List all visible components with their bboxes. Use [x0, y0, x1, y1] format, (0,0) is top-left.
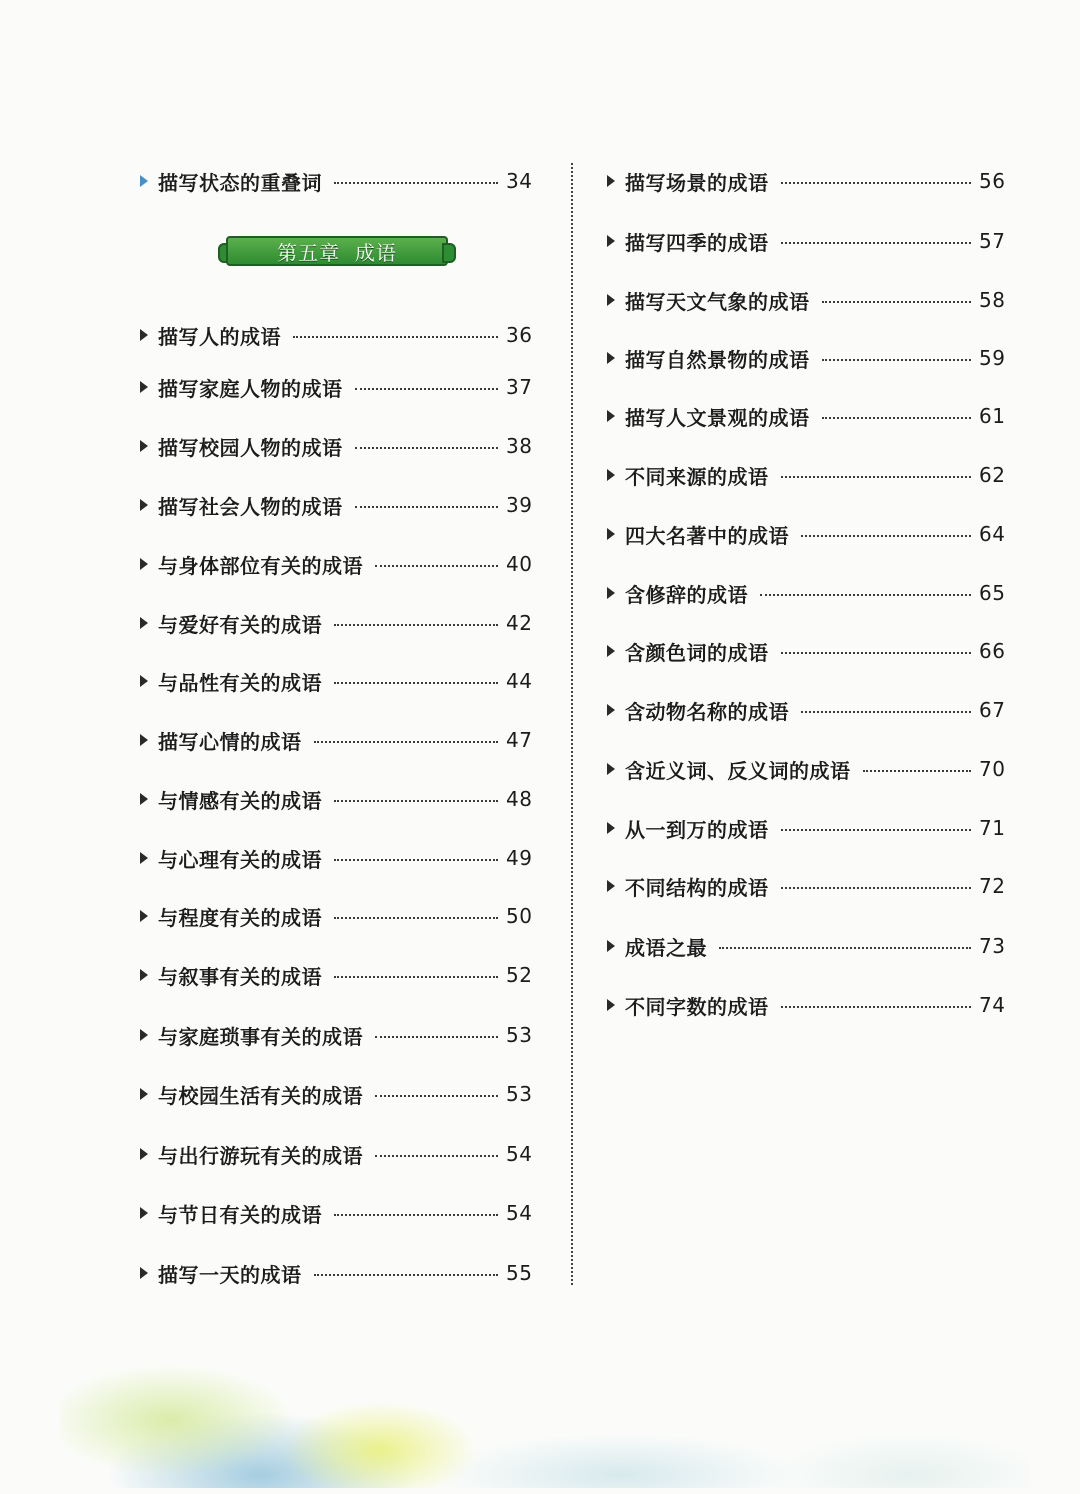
triangle-bullet-icon [140, 793, 148, 805]
dot-leader [314, 741, 499, 743]
page-number: 55 [506, 1261, 533, 1285]
entry-title: 描写社会人物的成语 [158, 494, 343, 519]
page-number: 62 [979, 463, 1006, 487]
toc-entry[interactable] [140, 1139, 532, 1169]
toc-entry[interactable] [607, 401, 1005, 431]
dot-leader [375, 1095, 498, 1097]
dot-leader [801, 711, 971, 713]
dot-leader [334, 800, 498, 802]
page-number: 59 [979, 346, 1006, 370]
entry-title: 描写一天的成语 [158, 1262, 302, 1287]
dot-leader [334, 976, 498, 978]
triangle-bullet-icon [140, 440, 148, 452]
dot-leader [334, 182, 498, 184]
toc-entry[interactable] [140, 1198, 532, 1228]
column-divider [571, 163, 573, 1285]
entry-title: 与家庭琐事有关的成语 [158, 1024, 363, 1049]
page-number: 73 [979, 934, 1006, 958]
dot-leader [375, 1036, 498, 1038]
entry-title: 成语之最 [625, 935, 707, 960]
toc-entry[interactable] [607, 990, 1005, 1020]
toc-entry[interactable] [607, 460, 1005, 490]
entry-title: 与情感有关的成语 [158, 788, 322, 813]
entry-title: 不同来源的成语 [625, 464, 769, 489]
triangle-bullet-icon [607, 704, 615, 716]
page-number: 39 [506, 493, 533, 517]
dot-leader [314, 1274, 499, 1276]
dot-leader [822, 301, 972, 303]
dot-leader [781, 182, 972, 184]
page-number: 42 [506, 611, 533, 635]
triangle-bullet-icon [607, 294, 615, 306]
triangle-bullet-icon [607, 645, 615, 657]
dot-leader [822, 417, 972, 419]
triangle-bullet-icon [607, 999, 615, 1011]
triangle-bullet-icon [607, 528, 615, 540]
page-number: 67 [979, 698, 1006, 722]
toc-entry[interactable] [607, 695, 1005, 725]
dot-leader [863, 770, 972, 772]
triangle-bullet-icon [140, 1267, 148, 1279]
entry-title: 与出行游玩有关的成语 [158, 1143, 363, 1168]
dot-leader [822, 359, 972, 361]
toc-entry[interactable] [607, 813, 1005, 843]
page-number: 34 [506, 169, 533, 193]
triangle-bullet-icon [607, 410, 615, 422]
page-number: 70 [979, 757, 1006, 781]
page-number: 74 [979, 993, 1006, 1017]
dot-leader [781, 887, 972, 889]
entry-title: 四大名著中的成语 [625, 523, 789, 548]
page-number: 53 [506, 1023, 533, 1047]
entry-title: 与程度有关的成语 [158, 905, 322, 930]
dot-leader [781, 1006, 972, 1008]
page-number: 61 [979, 404, 1006, 428]
page-number: 54 [506, 1201, 533, 1225]
entry-title: 含动物名称的成语 [625, 699, 789, 724]
toc-entry[interactable] [607, 343, 1005, 373]
triangle-bullet-icon [140, 329, 148, 341]
dot-leader [760, 594, 971, 596]
page-number: 53 [506, 1082, 533, 1106]
entry-title: 描写人的成语 [158, 324, 281, 349]
page-number: 44 [506, 669, 533, 693]
entry-title: 不同字数的成语 [625, 994, 769, 1019]
toc-entry[interactable] [140, 549, 532, 579]
triangle-bullet-icon [607, 822, 615, 834]
triangle-bullet-icon [607, 763, 615, 775]
dot-leader [355, 506, 499, 508]
dot-leader [334, 682, 498, 684]
entry-title: 描写状态的重叠词 [158, 170, 322, 195]
toc-entry[interactable] [140, 666, 532, 696]
toc-entry[interactable] [140, 431, 532, 461]
dot-leader [334, 917, 498, 919]
dot-leader [334, 1214, 498, 1216]
dot-leader [334, 624, 498, 626]
toc-entry[interactable] [607, 871, 1005, 901]
triangle-bullet-icon [607, 880, 615, 892]
dot-leader [781, 242, 972, 244]
entry-title: 描写四季的成语 [625, 230, 769, 255]
triangle-bullet-icon [607, 469, 615, 481]
toc-entry[interactable] [607, 166, 1005, 196]
triangle-bullet-icon [140, 734, 148, 746]
toc-entry[interactable] [607, 578, 1005, 608]
page-number: 38 [506, 434, 533, 458]
page-number: 37 [506, 375, 533, 399]
entry-title: 描写心情的成语 [158, 729, 302, 754]
page-number: 36 [506, 323, 533, 347]
page-number: 48 [506, 787, 533, 811]
dot-leader [801, 535, 971, 537]
entry-title: 含近义词、反义词的成语 [625, 758, 851, 783]
triangle-bullet-icon [140, 175, 148, 187]
toc-entry[interactable] [607, 931, 1005, 961]
chapter-title: 第五章 成语 [277, 240, 397, 265]
page-number: 58 [979, 288, 1006, 312]
entry-title: 与身体部位有关的成语 [158, 553, 363, 578]
entry-title: 与品性有关的成语 [158, 670, 322, 695]
triangle-bullet-icon [140, 910, 148, 922]
page-number: 56 [979, 169, 1006, 193]
entry-title: 含颜色词的成语 [625, 640, 769, 665]
toc-entry[interactable] [140, 725, 532, 755]
page-number: 64 [979, 522, 1006, 546]
toc-entry[interactable] [140, 608, 532, 638]
dot-leader [375, 1155, 498, 1157]
decorative-background [60, 1300, 1030, 1488]
toc-entry[interactable] [140, 490, 532, 520]
triangle-bullet-icon [140, 1029, 148, 1041]
triangle-bullet-icon [607, 587, 615, 599]
entry-title: 描写场景的成语 [625, 170, 769, 195]
page-number: 50 [506, 904, 533, 928]
entry-title: 描写校园人物的成语 [158, 435, 343, 460]
dot-leader [719, 947, 971, 949]
triangle-bullet-icon [140, 852, 148, 864]
page-number: 57 [979, 229, 1006, 253]
entry-title: 与爱好有关的成语 [158, 612, 322, 637]
entry-title: 与叙事有关的成语 [158, 964, 322, 989]
entry-title: 不同结构的成语 [625, 875, 769, 900]
entry-title: 描写人文景观的成语 [625, 405, 810, 430]
page-number: 66 [979, 639, 1006, 663]
toc-entry[interactable] [140, 960, 532, 990]
toc-entry[interactable] [607, 636, 1005, 666]
dot-leader [375, 565, 498, 567]
toc-entry[interactable] [140, 901, 532, 931]
chapter-banner [220, 236, 454, 266]
triangle-bullet-icon [140, 558, 148, 570]
page-number: 65 [979, 581, 1006, 605]
entry-title: 与心理有关的成语 [158, 847, 322, 872]
toc-entry[interactable] [607, 226, 1005, 256]
dot-leader [781, 829, 972, 831]
entry-title: 与校园生活有关的成语 [158, 1083, 363, 1108]
dot-leader [781, 476, 972, 478]
toc-entry[interactable] [140, 1079, 532, 1109]
entry-title: 描写自然景物的成语 [625, 347, 810, 372]
entry-title: 描写家庭人物的成语 [158, 376, 343, 401]
entry-title: 与节日有关的成语 [158, 1202, 322, 1227]
triangle-bullet-icon [607, 940, 615, 952]
entry-title: 含修辞的成语 [625, 582, 748, 607]
page-number: 40 [506, 552, 533, 576]
dot-leader [355, 447, 499, 449]
toc-entry[interactable] [140, 166, 532, 196]
triangle-bullet-icon [140, 675, 148, 687]
toc-entry[interactable] [607, 519, 1005, 549]
entry-title: 从一到万的成语 [625, 817, 769, 842]
triangle-bullet-icon [140, 381, 148, 393]
page-number: 71 [979, 816, 1006, 840]
banner-right-cap [442, 243, 456, 263]
page-number: 54 [506, 1142, 533, 1166]
page-number: 52 [506, 963, 533, 987]
toc-entry[interactable] [140, 372, 532, 402]
toc-entry[interactable] [607, 285, 1005, 315]
triangle-bullet-icon [140, 499, 148, 511]
triangle-bullet-icon [607, 352, 615, 364]
page-number: 49 [506, 846, 533, 870]
toc-entry[interactable] [140, 320, 532, 350]
toc-entry[interactable] [607, 754, 1005, 784]
triangle-bullet-icon [607, 235, 615, 247]
dot-leader [781, 652, 972, 654]
triangle-bullet-icon [140, 1088, 148, 1100]
entry-title: 描写天文气象的成语 [625, 289, 810, 314]
triangle-bullet-icon [140, 969, 148, 981]
page-number: 47 [506, 728, 533, 752]
triangle-bullet-icon [140, 1207, 148, 1219]
toc-entry[interactable] [140, 843, 532, 873]
toc-entry[interactable] [140, 1020, 532, 1050]
triangle-bullet-icon [607, 175, 615, 187]
toc-entry[interactable] [140, 1258, 532, 1288]
dot-leader [293, 336, 498, 338]
triangle-bullet-icon [140, 617, 148, 629]
page-number: 72 [979, 874, 1006, 898]
toc-entry[interactable] [140, 784, 532, 814]
dot-leader [334, 859, 498, 861]
dot-leader [355, 388, 499, 390]
triangle-bullet-icon [140, 1148, 148, 1160]
